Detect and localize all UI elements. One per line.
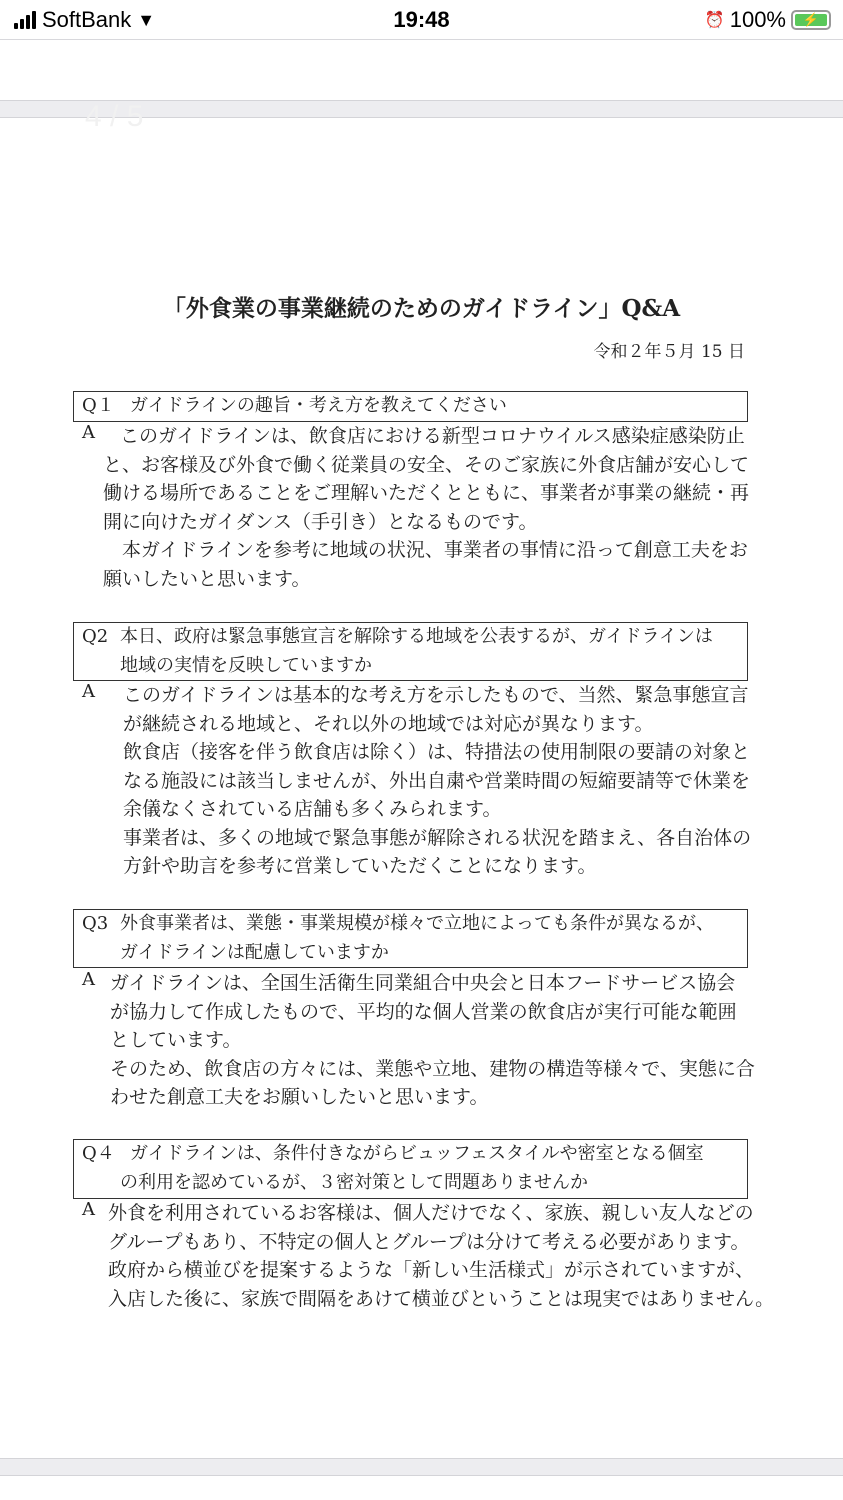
- page-separator: [0, 1458, 843, 1476]
- question-text: の利用を認めているが、３密対策として問題ありませんか: [120, 1171, 588, 1193]
- answer-line: グループもあり、不特定の個人とグループは分けて考える必要があります。: [108, 1230, 750, 1253]
- question-text: ガイドラインの趣旨・考え方を教えてください: [130, 395, 507, 416]
- answer-line: 政府から横並びを提案するような「新しい生活様式」が示されていますが、: [108, 1259, 755, 1281]
- answer-line: なる施設には該当しませんが、外出自粛や営業時間の短縮要請等で休業を: [123, 769, 751, 792]
- question-label: Q４: [82, 1143, 115, 1164]
- document-date: 令和２年５月 15 日: [593, 342, 745, 362]
- question-box-4: [73, 1139, 748, 1199]
- answer-line: 飲食店（接客を伴う飲食店は除く）は、特措法の使用制限の要請の対象と: [123, 741, 751, 763]
- answer-line: このガイドラインは基本的な考え方を示したもので、当然、緊急事態宣言: [123, 684, 749, 706]
- carrier-label: SoftBank: [42, 7, 132, 32]
- battery-percent: 100%: [729, 7, 786, 32]
- question-label: Q2: [82, 626, 109, 647]
- answer-line: 願いしたいと思います。: [103, 567, 311, 590]
- question-label: Q１: [82, 395, 115, 416]
- answer-line: としています。: [110, 1029, 242, 1051]
- question-text: ガイドラインは、条件付きながらビュッフェスタイルや密室となる個室: [130, 1143, 704, 1164]
- status-bar: [0, 0, 843, 40]
- answer-label: A: [82, 1199, 95, 1220]
- answer-line: 方針や助言を参考に営業していただくことになります。: [123, 855, 597, 877]
- answer-line: そのため、飲食店の方々には、業態や立地、建物の構造等様々で、実態に合: [110, 1057, 755, 1080]
- answer-line: と、お客様及び外食で働く従業員の安全、そのご家族に外食店舗が安心して: [103, 453, 750, 476]
- answer-line: 開に向けたガイダンス（手引き）となるものです。: [103, 510, 538, 533]
- answer-line: が協力して作成したもので、平均的な個人営業の飲食店が実行可能な範囲: [110, 1000, 737, 1023]
- answer-2: [123, 681, 751, 881]
- answer-line: 外食を利用されているお客様は、個人だけでなく、家族、親しい友人などの: [108, 1202, 754, 1224]
- answer-line: 余儀なくされている店舗も多くみられます。: [123, 798, 502, 820]
- answer-line: 事業者は、多くの地域で緊急事態が解除される状況を踏まえ、各自治体の: [123, 826, 752, 849]
- answer-3: [110, 969, 755, 1112]
- answer-line: が継続される地域と、それ以外の地域では対応が異なります。: [123, 712, 654, 735]
- answer-label: A: [82, 969, 95, 990]
- page-indicator: 4 / 5: [85, 100, 144, 133]
- answer-1: [103, 422, 749, 593]
- question-text: 外食事業者は、業態・事業規模が様々で立地によっても条件が異なるが、: [120, 913, 714, 934]
- question-box-3: [73, 909, 748, 968]
- question-text: ガイドラインは配慮していますか: [120, 941, 389, 963]
- document-title: 「外食業の事業継続のためのガイドライン」Q&A: [162, 295, 681, 322]
- answer-4: [108, 1199, 774, 1313]
- answer-line: 働ける場所であることをご理解いただくとともに、事業者が事業の継続・再: [103, 482, 750, 504]
- answer-line: 入店した後に、家族で間隔をあけて横並びということは現実ではありません。: [108, 1287, 775, 1310]
- alarm-icon: ⏰: [704, 12, 725, 29]
- battery-charging-icon: ⚡: [791, 10, 831, 30]
- answer-line: 本ガイドラインを参考に地域の状況、事業者の事情に沿って創意工夫をお: [103, 539, 748, 561]
- question-text: 本日、政府は緊急事態宣言を解除する地域を公表するが、ガイドラインは: [120, 626, 713, 647]
- answer-label: A: [82, 681, 95, 702]
- answer-line: わせた創意工夫をお願いしたいと思います。: [110, 1086, 489, 1108]
- answer-label: A: [82, 422, 95, 443]
- question-box-2: [73, 622, 748, 681]
- viewer-toolbar: [0, 41, 843, 100]
- clock: 19:48: [393, 7, 450, 32]
- answer-line: ガイドラインは、全国生活衛生同業組合中央会と日本フードサービス協会: [110, 972, 736, 994]
- question-box-1: [73, 391, 748, 422]
- question-text: 地域の実情を反映していますか: [120, 654, 372, 676]
- wifi-icon: ▼: [137, 9, 156, 30]
- answer-line: このガイドラインは、飲食店における新型コロナウイルス感染症感染防止: [120, 425, 745, 447]
- question-label: Q3: [82, 913, 109, 934]
